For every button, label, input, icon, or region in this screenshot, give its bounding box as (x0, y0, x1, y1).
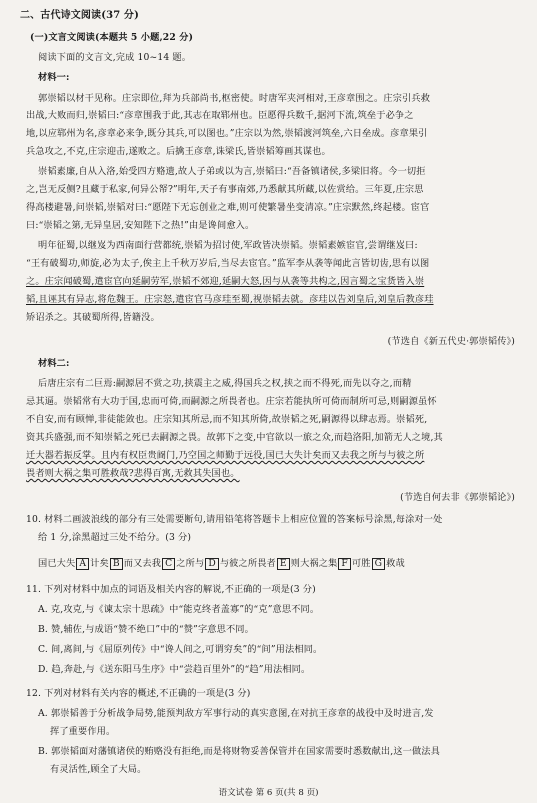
m1-p2-line: 曰:“崇韬之第,无异皇居,安知陛下之热!”由是谗间愈入。 (26, 220, 255, 231)
break-option-c[interactable]: C (162, 558, 175, 570)
break-option-a[interactable]: A (76, 558, 89, 570)
break-option-f[interactable]: F (338, 558, 351, 570)
q10-stem: 给 1 分,涂黑超过三处不给分。(3 分) (38, 532, 192, 543)
break-option-d[interactable]: D (205, 558, 219, 570)
q10-stem: 10. 材料二画波浪线的部分有三处需要断句,请用铅笔将答题卡上相应位置的答案标号涂黑,每涂对一处 (26, 514, 443, 525)
q10-text: 国已大失 (38, 558, 76, 569)
q11-option-b[interactable]: B. 赞,辅佐,与成语“赞不绝口”中的“赞”字意思不同。 (38, 624, 254, 635)
m2-line: 后唐庄宗有二巨焉:嗣源居不赏之功,挟震主之威,得国兵之权,挟之而不得死,而先以夺之,而精 (38, 378, 412, 389)
m1-p2-line: 崇韬素廉,自从入洛,始受四方赂遗,故人子弟或以为言,崇韬曰:“吾备镇诸侯,多梁旧将。今一切拒 (38, 166, 426, 177)
q10-sentence (38, 558, 405, 570)
material1-source: (节选自《新五代史·郭崇韬传》) (387, 336, 515, 347)
m1-p1-line: 兵急攻之,不克,庄宗迎击,遂败之。后擒王彦章,诛梁氏,皆崇韬筹画其谋也。 (26, 146, 331, 157)
q11-option-d[interactable]: D. 趋,奔赴,与《送东阳马生序》中“尝趋百里外”的“趋”用法相同。 (38, 664, 311, 675)
break-option-b[interactable]: B (110, 558, 123, 570)
m2-line: 资其兵盛强,而不知崇韬之死已去嗣源之畏。故郭下之变,中官欲以一旅之众,而趋洛阳,加箭无人之境,其 (26, 432, 443, 443)
page-footer: 语文试卷 第 6 页(共 8 页) (218, 788, 319, 798)
q11-option-c[interactable]: C. 间,离间,与《屈原列传》中“谗人间之,可谓穷矣”的“间”用法相同。 (38, 644, 323, 655)
break-option-g[interactable]: G (372, 558, 386, 570)
m1-p3-line: 矫诏杀之。其破蜀所得,皆籍没。 (26, 312, 160, 323)
q11-stem: 11. 下列对材料中加点的词语及相关内容的解说,不正确的一项是(3 分) (26, 584, 316, 595)
q12-stem: 12. 下列对材料有关内容的概述,不正确的一项是(3 分) (26, 688, 251, 699)
m1-p2-line: 之,岂无反侧?且藏于私家,何异公帑?”明年,天子有事南郊,乃悉献其所藏,以佐赏给。三年夏,庄宗思 (26, 184, 424, 195)
q10-text: 之所与 (176, 558, 205, 569)
m2-line: 不自安,而有顾惮,非徒能敛也。庄宗知其所忌,而不知其所倚,故崇韬之死,嗣源得以肆志焉。崇韬死, (26, 414, 428, 425)
material2-label: 材料二: (38, 358, 70, 369)
m1-p1-line: 出战,大败而归,崇韬曰:“彦章围我于此,其志在取郓州也。臣愿得兵数千,据河下流,筑垒于必争之 (26, 110, 414, 121)
q12-option-a-cont: 挥了重要作用。 (50, 726, 116, 737)
q10-text: 可胜 (351, 558, 371, 569)
q10-text: 与彼之所畏者 (219, 558, 276, 569)
q10-text: 而又去我 (123, 558, 162, 569)
q12-option-b[interactable]: B. 郭崇韬面对藩镇诸侯的贿赂没有拒绝,而是将财物妥善保管并在国家需要时悉数献出,这一做法具 (38, 746, 441, 757)
material2-source: (节选自何去非《郭崇韬论》) (400, 492, 515, 503)
q10-text: 计矣 (90, 558, 109, 569)
q12-option-a[interactable]: A. 郭崇韬善于分析战争局势,能预判敌方军事行动的真实意图,在对抗王彦章的战役中及时进言,发 (38, 708, 434, 719)
m1-p3-line: “王有破蜀功,师旋,必为太子,俟主上千秋万岁后,当尽去宦官。”监军李从袭等闻此言皆切齿,思有以图 (26, 258, 430, 269)
section-title: 二、古代诗文阅读(37 分) (20, 10, 139, 21)
m1-p1-line: 郭崇韬以材干见称。庄宗即位,拜为兵部尚书,枢密使。时唐军夹河相对,王彦章围之。庄宗引兵救 (38, 93, 431, 104)
m1-p3-line: 韬,且诬其有异志,将危魏王。庄宗怒,遣宦官马彦珪至蜀,视崇韬去就。彦珪以告刘皇后,刘皇后教彦珪 (26, 294, 434, 305)
q10-text: 则大祸之集 (290, 558, 338, 569)
m2-line-wavy: 畏者则大祸之集可胜救哉?悲得百寓,无救其失国也。 (26, 468, 240, 479)
m1-p2-line: 得高楼避暑,问崇韬,崇韬对曰:“愿陛下无忘创业之难,则可使繁暑坐变清凉。”庄宗默然,终起楼。宦官 (26, 202, 430, 213)
q10-text: 救哉 (386, 558, 405, 569)
instruction: 阅读下面的文言文,完成 10~14 题。 (38, 52, 192, 63)
m1-p1-line: 地,以应郓州为名,彦章必来争,既分其兵,可以图也。”庄宗以为然,崇韬渡河筑垒,六日垒成。彦章果引 (26, 128, 428, 139)
sub-section-title: (一)文言文阅读(本题共 5 小题,22 分) (30, 32, 194, 43)
break-option-e[interactable]: E (277, 558, 290, 570)
m2-line: 忌其逼。崇韬常有大功于国,忠而可倚,而嗣源之所畏者也。庄宗若能执所可倚而制所可忌,则嗣源虽怀 (26, 396, 437, 407)
m1-p3-line: 明年征蜀,以继岌为西南面行营都统,崇韬为招讨使,军政皆决崇韬。崇韬素嫉宦官,尝谓继岌曰: (38, 240, 418, 251)
q11-option-a[interactable]: A. 克,攻克,与《谏太宗十思疏》中“能克终者盖寡”的“克”意思不同。 (38, 604, 320, 615)
material1-label: 材料一: (38, 72, 70, 83)
m1-p3-line: 之。庄宗闻破蜀,遣宦官向延嗣劳军,崇韬不郊迎,延嗣大怒,因与从袭等共构之,因言蜀之宝货皆入崇 (26, 276, 425, 287)
m2-line-wavy: 迁大器若振反掌。且内有权臣贵阍门,乃空国之师勤于远役,国已大失计矣而又去我之所与与彼之所 (26, 450, 425, 461)
q12-option-b-cont: 有灵活性,顾全了大局。 (50, 764, 147, 775)
